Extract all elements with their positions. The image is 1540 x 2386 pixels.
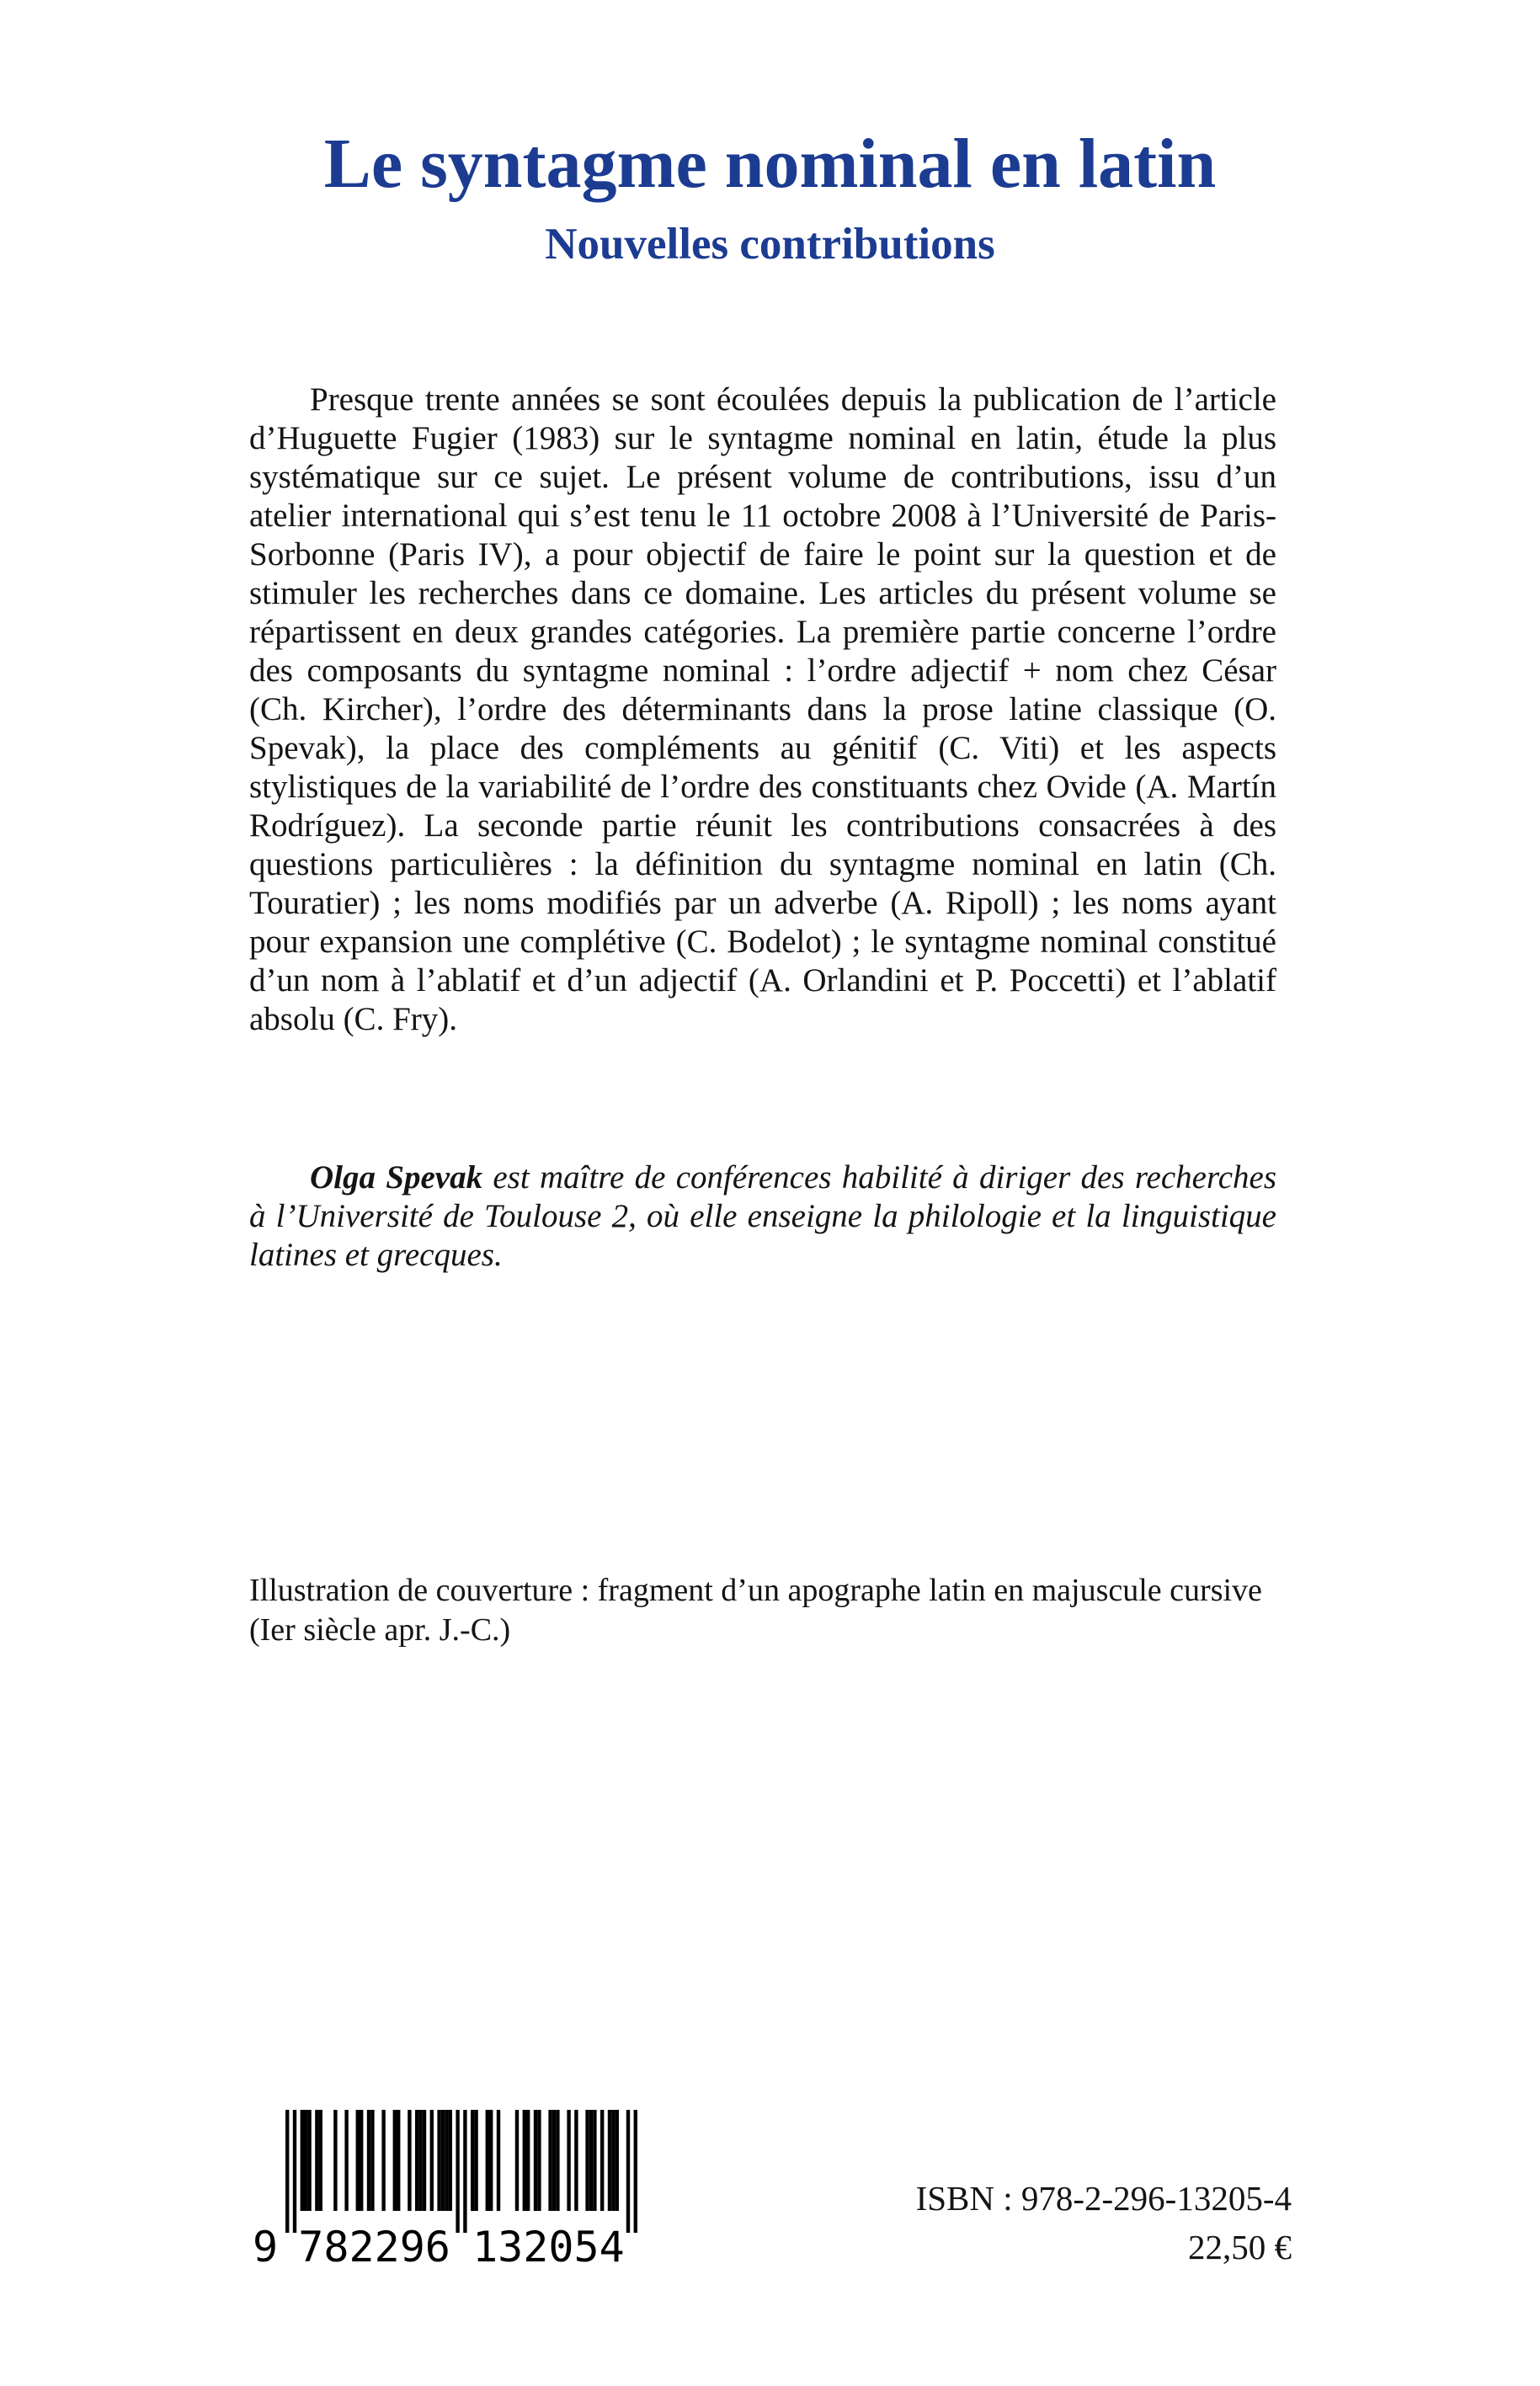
book-subtitle: Nouvelles contributions	[545, 220, 995, 269]
price-text: 22,50 €	[1188, 2228, 1292, 2266]
book-title: Le syntagme nominal en latin	[323, 125, 1217, 203]
synopsis-paragraph: Presque trente années se sont écoulées depuis la publication de l’article d’Huguette Fugier (1983) sur le syntagme nominal en latin, étude la plus systématique sur ce sujet. Le présent volume de contributions, issu d’un atelier international qui s’est tenu le 11 octobre 2008 à l’Université de Paris-Sorbonne (Paris IV), a pour objectif de faire le point sur la question et de stimuler les recherches dans ce domaine. Les articles du présent volume se répartissent en deux grandes catégories. La première partie concerne l’ordre des composants du syntagme nominal : l’ordre adjectif + nom chez César (Ch. Kircher), l’ordre des déterminants dans la prose latine classique (O. Spevak), la place des compléments au génitif (C. Viti) et les aspects stylistiques de la variabilité de l’ordre des constituants chez Ovide (A. Martín Rodríguez). La seconde partie réunit les contributions consacrées à des questions particulières : la définition du syntagme nominal en latin (Ch. Touratier) ; les noms modifiés par un adverbe (A. Ripoll) ; les noms ayant pour expansion une complétive (C. Bodelot) ; le syntagme nominal constitué d’un nom à l’ablatif et d’un adjectif (A. Orlandini et P. Poccetti) et l’ablatif absolu (C. Fry).	[249, 381, 1276, 1037]
isbn-text: ISBN : 978-2-296-13205-4	[915, 2179, 1292, 2218]
svg-text:132054: 132054	[472, 2223, 625, 2268]
author-name: Olga Spevak	[310, 1159, 483, 1196]
svg-text:782296: 782296	[298, 2223, 450, 2268]
svg-text:9: 9	[252, 2223, 279, 2268]
author-bio	[249, 1158, 1276, 1275]
ean-barcode-graphic	[250, 2110, 646, 2268]
ean-barcode	[250, 2110, 646, 2268]
illustration-note: Illustration de couverture : fragment d’un apographe latin en majuscule cursive (Ier siècle apr. J.-C.)	[249, 1573, 1262, 1648]
author-bio-text: est maître de conférences habilité à diriger des recherches à l’Université de Toulouse 2, où elle enseigne la philologie et la linguistique latines et grecques.	[249, 1159, 1277, 1273]
pricing-block	[916, 2174, 1292, 2271]
